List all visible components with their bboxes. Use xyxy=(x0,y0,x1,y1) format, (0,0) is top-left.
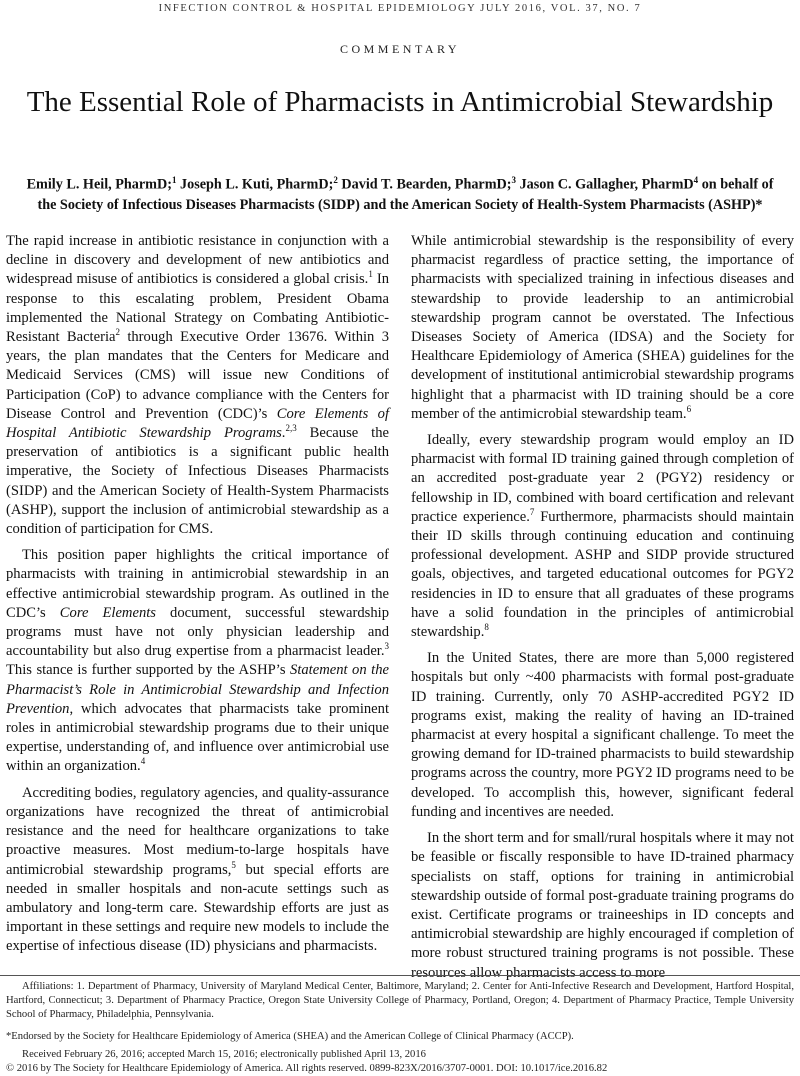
paragraph: The rapid increase in antibiotic resistance in conjunction with a decline in discovery and development of new antibiotics and widespread misuse of antibiotics is considered a global crisis.$^1$ In response to this escalating problem, President Obama implemented the National Strategy on Combating Antibiotic-Resistant Bacteria$^2$ through Executive Order 13676. Within 3 years, the plan mandates that the Centers for Medicare and Medicaid Services (CMS) will issue new Conditions of Participation (CoP) to advance compliance with the Centers for Disease Control and Prevention (CDC)’s Core Elements of Hospital Antibiotic Stewardship Programs.$^{2,3}$ Because the preservation of antibiotics is a significant public health imperative, the Society of Infectious Diseases Pharmacists (SIDP) and the American Society of Health-System Pharmacists (ASHP), support the inclusion of antimicrobial stewardship as a condition of participation for CMS. xyxy=(6,233,389,538)
affiliation-marker: 2 xyxy=(333,175,338,185)
citation: 7 xyxy=(529,506,535,517)
citation: 4 xyxy=(140,756,146,767)
article-title: The Essential Role of Pharmacists in Antimicrobial Stewardship xyxy=(26,86,774,118)
affiliations-note: Affiliations: 1. Department of Pharmacy, University of Maryland Medical Center, Baltimore, Maryland; 2. Center for Anti-Infective Research and Development, Hartford Hospital, Hartford, Connecticut; 3. Department of Pharmacy Practice, Oregon State University College of Pharmacy, Portland, Oregon; 4. Department of Pharmacy Practice, Temple University School of Pharmacy, Philadelphia, Pennsylvania. xyxy=(6,981,794,1020)
affiliation-marker: 3 xyxy=(511,175,517,185)
copyright-note: © 2016 by The Society for Healthcare Epidemiology of America. All rights reserved. 0899-823X/2016/3707-0001. DOI: 10.1017/ice.2016.82 xyxy=(6,1063,608,1074)
citation: 3 xyxy=(384,641,389,652)
author-name: Emily L. Heil, PharmD; xyxy=(26,176,172,193)
paragraph: Ideally, every stewardship program would employ an ID pharmacist with formal ID training gained through completion of an accredited post-graduate year 2 (PGY2) residency or fellowship in ID, combined with board certification and relevant practice experience.$^7$ Furthermore, pharmacists should maintain their ID skills through continuing education and continuing professional development. ASHP and SIDP provide structured goals, objectives, and targeted educational outcomes for PGY2 residencies in ID to ensure that all graduates of these programs have a solid foundation in the principles of antimicrobial stewardship.$^8$ xyxy=(411,432,794,641)
footnote-divider xyxy=(0,975,800,976)
paragraph: While antimicrobial stewardship is the responsibility of every pharmacist regardless of practice setting, the importance of pharmacists with specialized training in infectious diseases and stewardship to provide leadership to an antimicrobial stewardship program cannot be overstated. The Infectious Diseases Society of America (IDSA) and the Society for Healthcare Epidemiology of America (SHEA) guidelines for the development of institutional antimicrobial stewardship programs highlight that a pharmacist with ID training should be a core member of the antimicrobial stewardship team.$^6$ xyxy=(411,233,794,422)
citation: 5 xyxy=(231,859,236,870)
author-name: Jason C. Gallagher, PharmD xyxy=(519,176,694,193)
author-line-1 xyxy=(4,170,796,195)
author-name: David T. Bearden, PharmD; xyxy=(341,176,512,193)
affiliation-marker: 1 xyxy=(171,175,177,185)
left-column xyxy=(6,232,389,964)
footnotes xyxy=(6,980,794,1076)
author-line-2: the Society of Infectious Diseases Pharmacists (SIDP) and the American Society of Health-System Pharmacists (ASHP)* xyxy=(37,196,763,213)
paragraph: In the United States, there are more than 5,000 registered hospitals but only ~400 pharmacists with formal post-graduate ID training. Currently, only 70 ASHP-accredited PGY2 ID programs exist, making the reality of having an ID-trained pharmacist at every hospital a significant challenge. To meet the growing demand for ID-trained pharmacists to build stewardship programs across the country, more PGY2 ID programs need to be developed. To accomplish this, however, significant federal funding and incentives are needed. xyxy=(411,650,794,820)
section-label: COMMENTARY xyxy=(339,42,461,56)
running-head: INFECTION CONTROL & HOSPITAL EPIDEMIOLOGY JULY 2016, VOL. 37, NO. 7 xyxy=(158,3,642,14)
citation: 6 xyxy=(686,403,692,414)
author-list xyxy=(4,170,796,215)
authors-tail: on behalf of xyxy=(701,176,774,193)
received-note: Received February 26, 2016; accepted March 15, 2016; electronically published April 13, 2016 xyxy=(22,1049,426,1060)
endorsement-note: *Endorsed by the Society for Healthcare Epidemiology of America (SHEA) and the American College of Clinical Pharmacy (ACCP). xyxy=(6,1031,574,1042)
paragraph: Accrediting bodies, regulatory agencies, and quality-assurance organizations have recognized the threat of antimicrobial resistance and the need for healthcare organizations to take proactive measures. Most medium-to-large hospitals have antimicrobial stewardship programs,$^5$ but special efforts are needed in smaller hospitals and non-acute settings such as ambulatory and long-term care. Stewardship efforts are just as important in these settings and require new models to include the expertise of infectious disease (ID) physicians and pharmacists. xyxy=(6,784,389,955)
citation: 2,3 xyxy=(285,423,297,434)
paragraph: In the short term and for small/rural hospitals where it may not be feasible or fiscally responsible to have ID-trained pharmacy specialists on staff, options for training in antimicrobial stewardship outside of formal post-graduate training programs do exist. Certificate programs or traineeships in ID concepts and antimicrobial stewardship are highly encouraged if completion of more robust structured training programs is not possible. These resources allow pharmacists access to more xyxy=(411,830,794,981)
paragraph: This position paper highlights the critical importance of pharmacists with training in antimicrobial stewardship in an effective antimicrobial stewardship program. As outlined in the CDC’s Core Elements document, successful stewardship programs must have not only physician leadership and accountability but also drug expertise from a pharmacist leader.$^3$ This stance is further supported by the ASHP’s Statement on the Pharmacist’s Role in Antimicrobial Stewardship and Infection Prevention, which advocates that pharmacists take prominent roles in antimicrobial stewardship programs due to their unique expertise, understanding of, and influence over antimicrobial use within an organization.$^4$ xyxy=(6,547,389,775)
author-name: Joseph L. Kuti, PharmD; xyxy=(180,176,334,193)
affiliation-marker: 4 xyxy=(693,175,699,185)
citation: 2 xyxy=(115,327,120,338)
right-column xyxy=(411,232,794,990)
citation: 8 xyxy=(484,622,489,633)
citation: 1 xyxy=(368,269,373,280)
